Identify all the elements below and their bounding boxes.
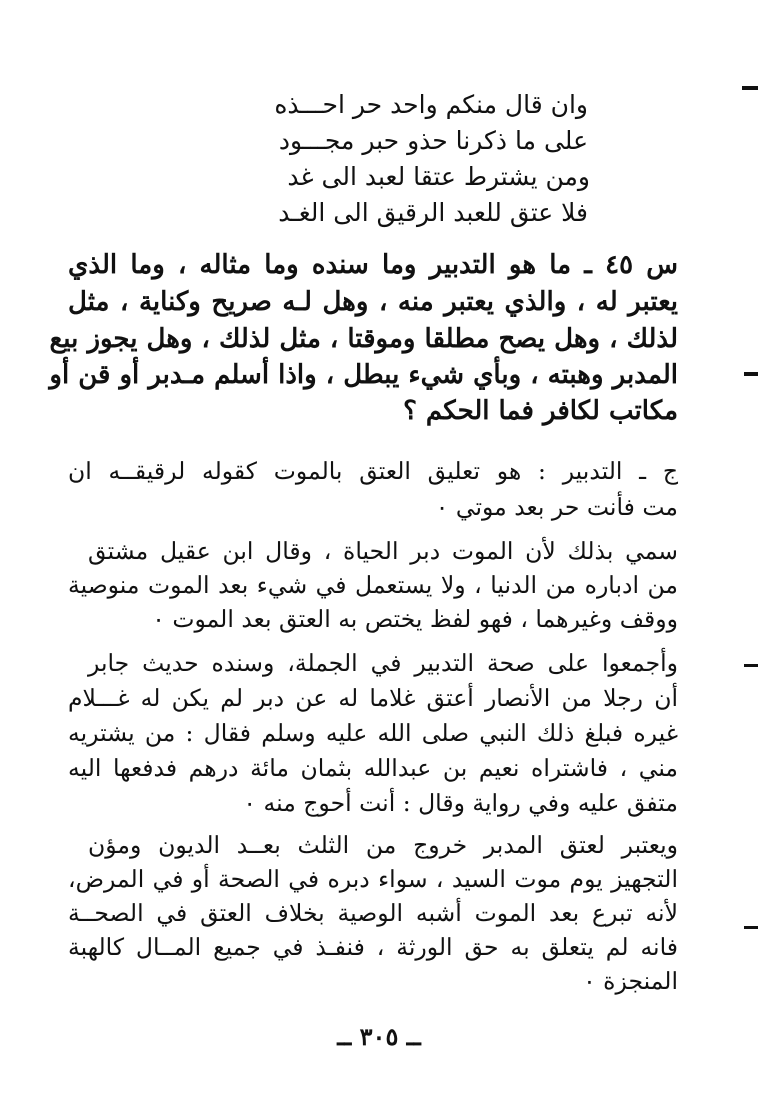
- answer-line: المنجزة ٠: [583, 967, 678, 995]
- answer-line: التجهيز يوم موت السيد ، سواء دبره في الصحة أو في المرض،: [68, 865, 678, 893]
- answer-line: ووقف وغيرهما ، فهو لفظ يختص به العتق بعد الموت ٠: [152, 605, 678, 633]
- answer-line: فانه لم يتعلق به حق الورثة ، فنفـذ في جميع المــال كالهبة: [68, 933, 678, 961]
- answer-line: سمي بذلك لأن الموت دبر الحياة ، وقال ابن عقيل مشتق: [88, 537, 678, 565]
- answer-line: مت فأنت حر بعد موتي ٠: [435, 493, 678, 521]
- question-line: يعتبر له ، والذي يعتبر منه ، وهل لـه صريح وكناية ، مثل: [68, 287, 678, 317]
- verse-line: ومن يشترط عتقا لعبد الى غد: [287, 162, 590, 191]
- answer-line: أن رجلا من الأنصار أعتق غلاما له عن دبر لم يكن له غـــلام: [68, 684, 678, 712]
- answer-line: لأنه تبرع بعد الموت أشبه الوصية بخلاف العتق في الصحــة: [68, 899, 678, 927]
- answer-line: من ادباره من الدنيا ، ولا يستعمل في شيء بعد الموت منوصية: [68, 571, 678, 599]
- scan-edge-mark: [744, 372, 758, 376]
- verse-line: فلا عتق للعبد الرقيق الى الغـد: [278, 198, 588, 227]
- answer-line: مني ، فاشتراه نعيم بن عبدالله بثمان مائة درهم فدفعها اليه: [68, 754, 678, 782]
- verse-line: على ما ذكرنا حذو حبر مجـــود: [278, 126, 588, 155]
- question-line: لذلك ، وهل يصح مطلقا وموقتا ، مثل لذلك ، وهل يجوز بيع: [49, 324, 678, 354]
- answer-line: ج ـ التدبير : هو تعليق العتق بالموت كقوله لرقيقــه ان: [68, 457, 678, 485]
- question-line: المدبر وهبته ، وبأي شيء يبطل ، واذا أسلم مـدبر أو قن أو: [49, 360, 678, 390]
- answer-line: متفق عليه وفي رواية وقال : أنت أحوج منه ٠: [243, 789, 678, 817]
- answer-line: وأجمعوا على صحة التدبير في الجملة، وسنده حديث جابر: [88, 649, 678, 677]
- scan-edge-mark: [744, 664, 758, 667]
- answer-line: غيره فبلغ ذلك النبي صلى الله عليه وسلم فقال : من يشتريه: [68, 719, 678, 747]
- scan-edge-mark: [742, 86, 758, 90]
- answer-line: ويعتبر لعتق المدبر خروج من الثلث بعــد الديون ومؤن: [88, 831, 678, 859]
- scan-edge-mark: [744, 926, 758, 929]
- question-line: س ٤٥ ـ ما هو التدبير وما سنده وما مثاله ، وما الذي: [68, 250, 679, 280]
- page-number: ــ ٣٠٥ ــ: [337, 1022, 421, 1051]
- verse-line: وان قال منكم واحد حر احـــذه: [274, 90, 588, 119]
- question-line: مكاتب لكافر فما الحكم ؟: [403, 396, 678, 426]
